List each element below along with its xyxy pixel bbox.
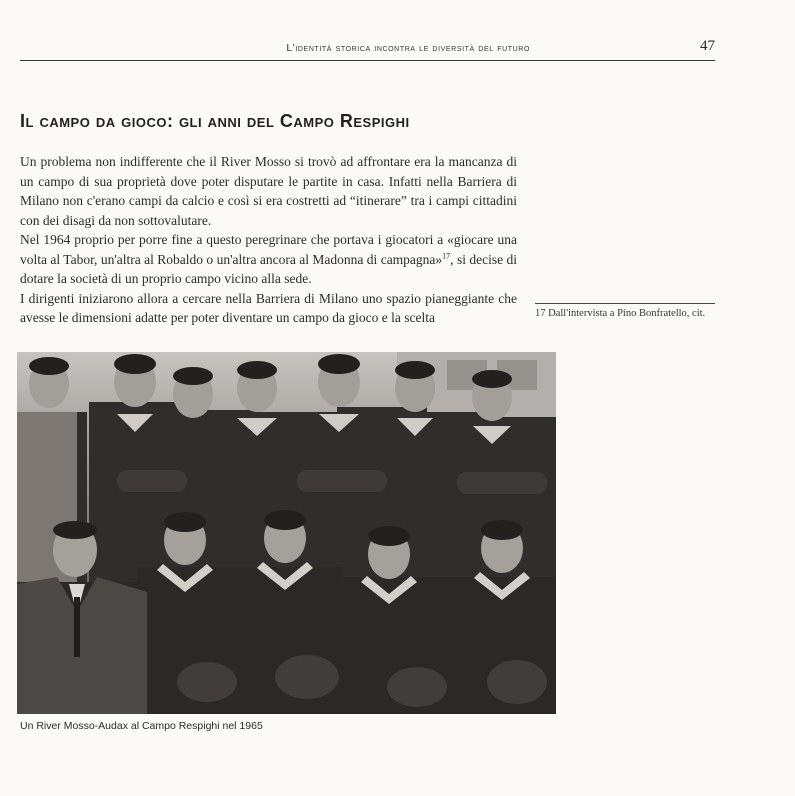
- section-title: Il campo da gioco: gli anni del Campo Respighi: [20, 111, 410, 131]
- paragraph-2: [20, 230, 517, 289]
- photo-caption: Un River Mosso-Audax al Campo Respighi nel 1965: [20, 720, 263, 732]
- team-photo: [17, 352, 556, 714]
- body-text: [20, 152, 517, 328]
- running-header: [20, 40, 715, 61]
- paragraph-3: I dirigenti iniziarono allora a cercare nella Barriera di Milano uno spazio pianeggiante che avesse le dimensioni adatte per poter diventare un campo da gioco e la scelta: [20, 290, 517, 325]
- paragraph-1: Un problema non indifferente che il River Mosso si trovò ad affrontare era la mancanza di un campo di sua proprietà dove poter disputare le partite in casa. Infatti nella Barriera di Milano non c'erano campi da calcio e così si era costretti ad “itinerare” tra i campi cittadini con dei disagi da non sottovalutare.: [20, 154, 517, 228]
- paragraph-2-continuation: , si decise di dotare la società di un proprio campo vicino alla sede.: [20, 251, 517, 286]
- footnote: 17 Dall'intervista a Pino Bonfratello, cit.: [535, 308, 706, 319]
- running-title: L'identità storica incontra le diversità del futuro: [286, 42, 530, 54]
- paragraph-2-text: Nel 1964 proprio per porre fine a questo peregrinare che portava i giocatori a «giocare una volta al Tabor, un'altra al Robaldo o un'altra ancora al Madonna di campagna»: [20, 232, 517, 267]
- footnote-rule: [535, 303, 715, 304]
- footnote-reference: 17: [442, 251, 451, 260]
- page-number: 47: [700, 38, 715, 54]
